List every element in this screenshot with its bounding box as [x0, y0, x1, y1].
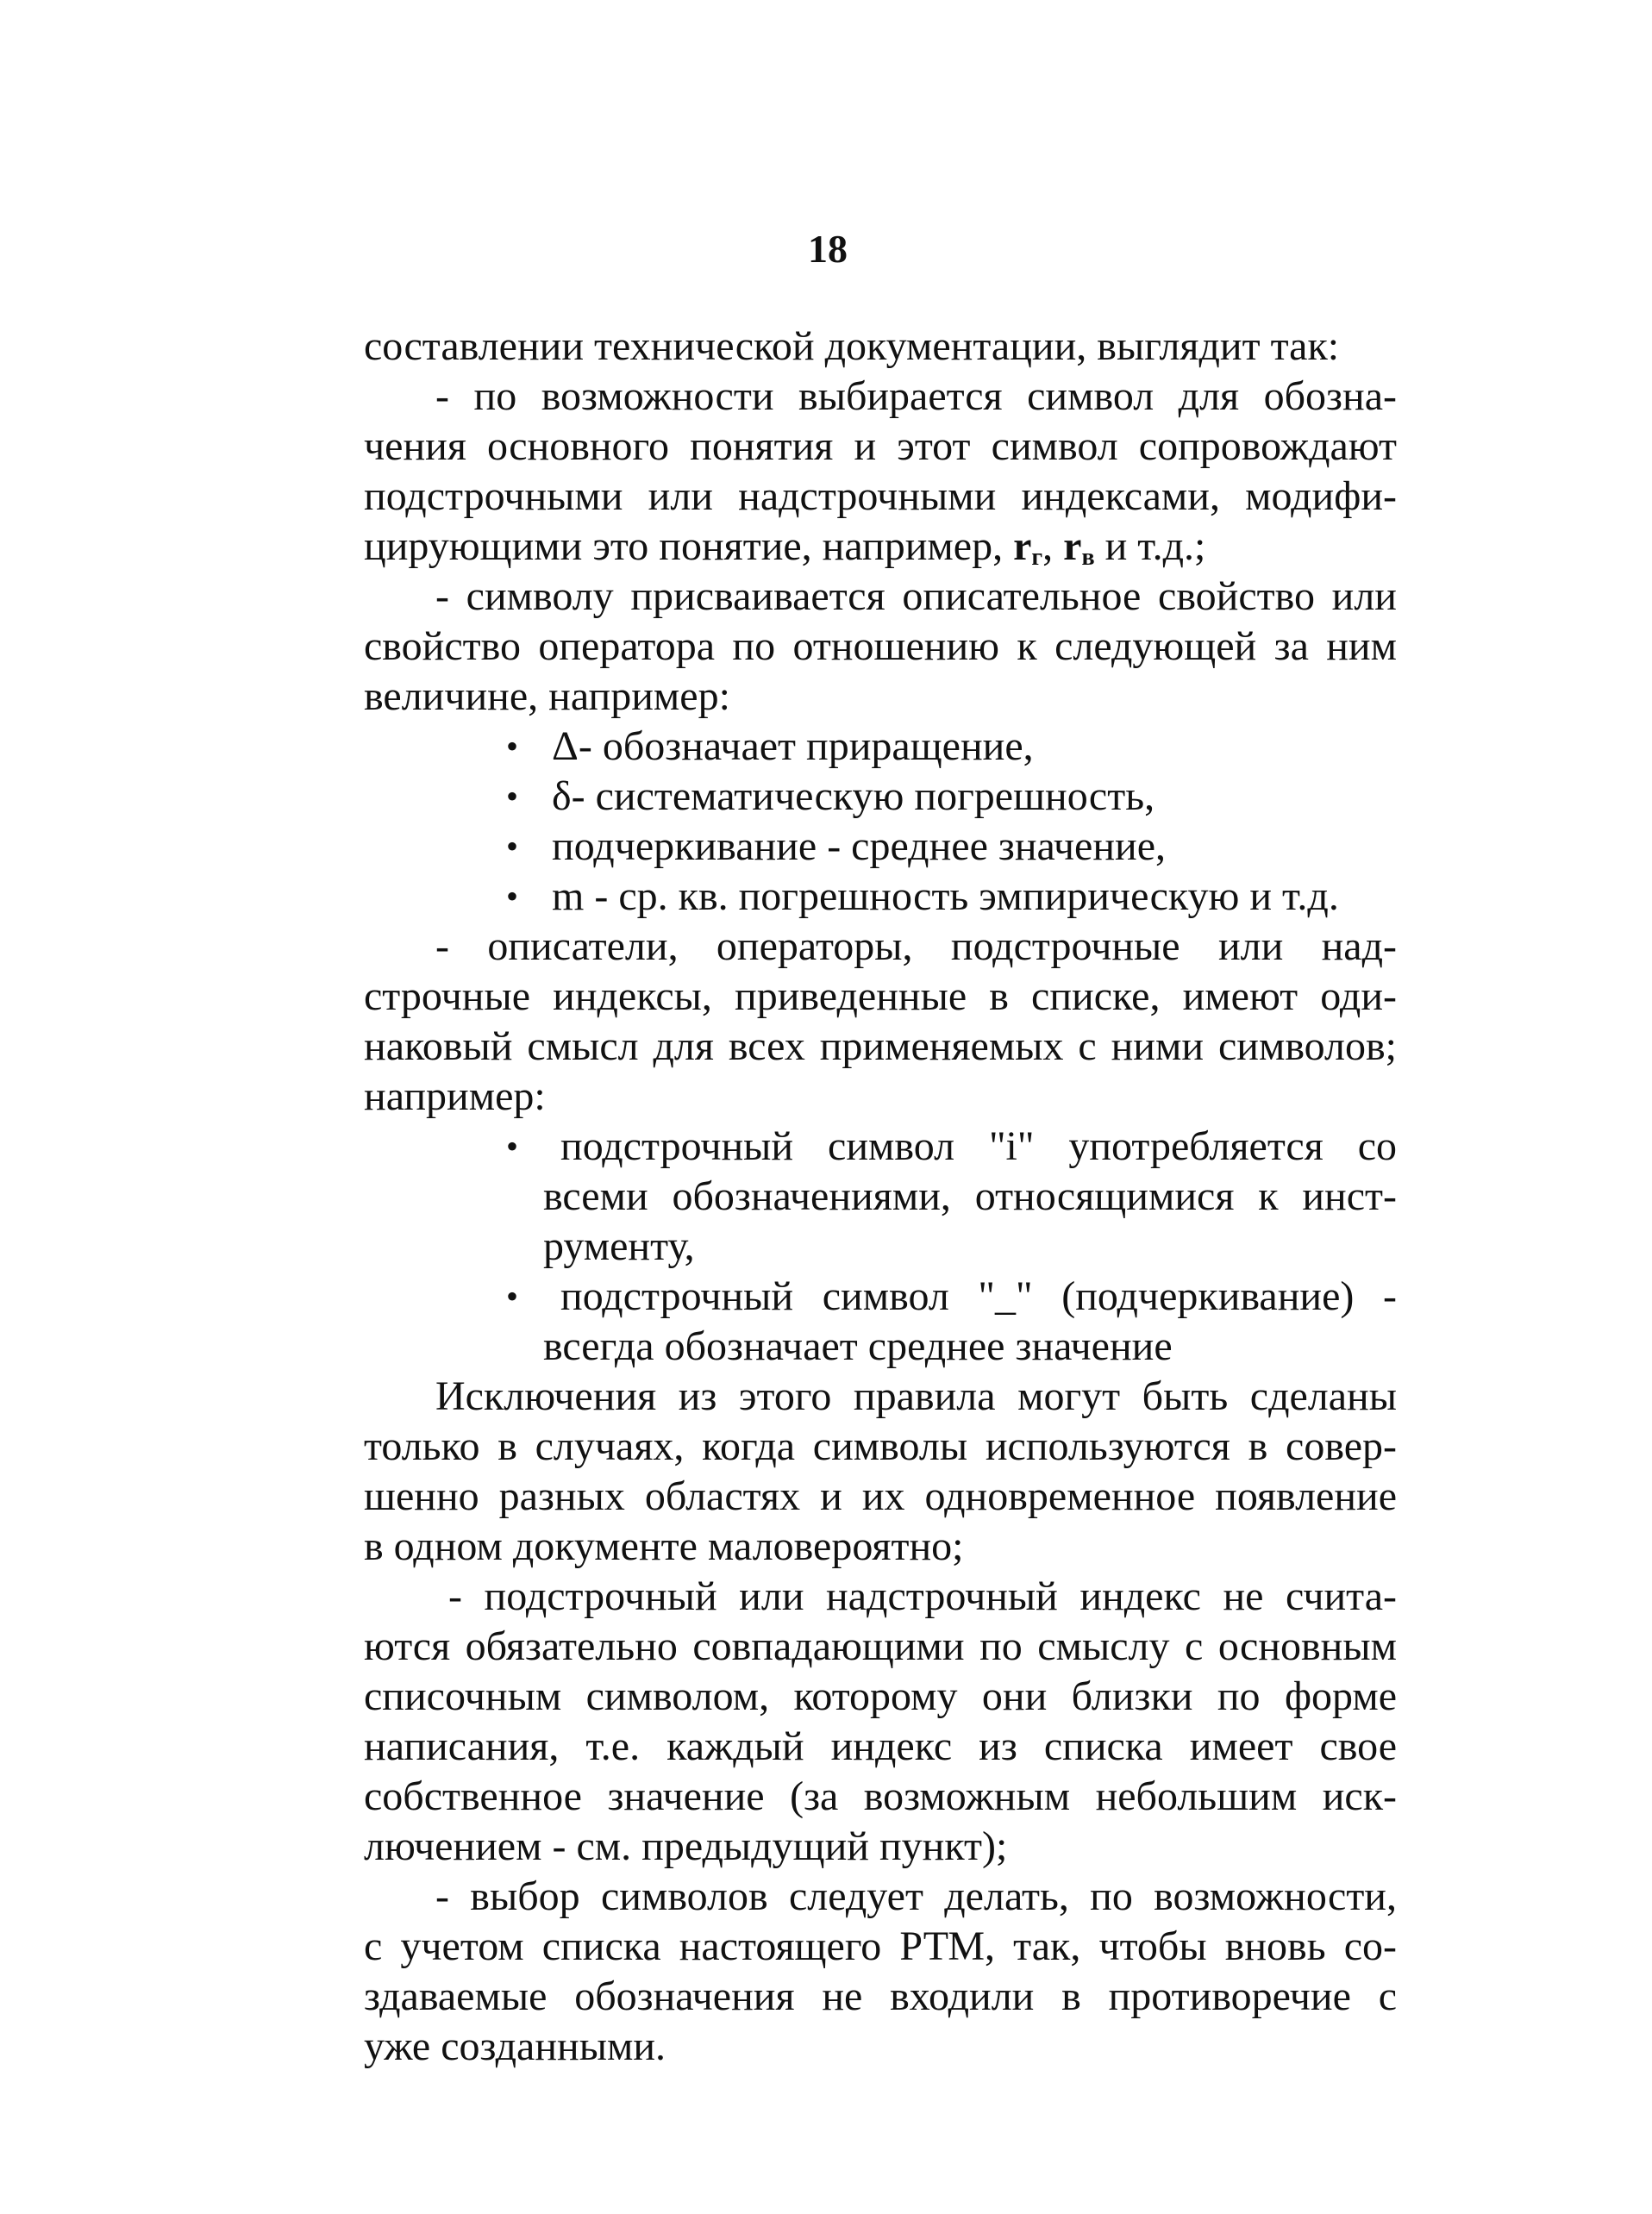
bullet-icon: •: [506, 1277, 519, 1316]
text-line: свойство оператора по отношению к следующей за ним: [364, 623, 1397, 669]
bullet-item: Δ- обозначает приращение,: [552, 723, 1034, 769]
symbol-r-v: $r_в$: [1063, 523, 1095, 571]
text-line: собственное значение (за возможным небольшим иск-: [364, 1773, 1397, 1819]
text-line: здаваемые обозначения не входили в противоречие с: [364, 1973, 1397, 2019]
text-line: наковый смысл для всех применяемых с ними символов;: [364, 1023, 1397, 1069]
bullet-icon: •: [506, 827, 519, 866]
symbol-r-g: $r_г$: [1013, 523, 1043, 571]
text-line: в одном документе маловероятно;: [364, 1523, 964, 1569]
bullet-icon: •: [506, 777, 519, 816]
text-line: например:: [364, 1073, 546, 1119]
bullet-item-continuation: всеми обозначениями, относящимися к инст-: [543, 1173, 1397, 1219]
text-line: только в случаях, когда символы используются в совер-: [364, 1423, 1397, 1469]
text-line: - по возможности выбирается символ для обозна-: [435, 373, 1397, 419]
text-line: величине, например:: [364, 673, 730, 719]
text-fragment: и т.д.;: [1104, 523, 1206, 569]
bullet-icon: •: [506, 727, 519, 766]
text-line: составлении технической документации, выглядит так:: [364, 323, 1340, 369]
text-line: шенно разных областях и их одновременное появление: [364, 1473, 1397, 1519]
text-fragment: цирующими это понятие, например,: [364, 523, 1004, 569]
bullet-icon: •: [506, 877, 519, 916]
text-line: ются обязательно совпадающими по смыслу с основным: [364, 1623, 1397, 1669]
text-line: лючением - см. предыдущий пункт);: [364, 1823, 1008, 1869]
text-line: написания, т.е. каждый индекс из списка имеет свое: [364, 1723, 1397, 1769]
bullet-item-continuation: всегда обозначает среднее значение: [543, 1323, 1173, 1369]
text-line: - выбор символов следует делать, по возможности,: [435, 1873, 1397, 1919]
bullet-item-continuation: рументу,: [543, 1223, 695, 1269]
page-number: 18: [808, 227, 848, 271]
bullet-item: m - ср. кв. погрешность эмпирическую и т.д.: [552, 873, 1339, 919]
text-line: с учетом списка настоящего РТМ, так, чтобы вновь со-: [364, 1923, 1397, 1969]
text-line: строчные индексы, приведенные в списке, имеют оди-: [364, 973, 1397, 1019]
text-line: чения основного понятия и этот символ сопровождают: [364, 423, 1397, 469]
text-line: Исключения из этого правила могут быть сделаны: [435, 1373, 1397, 1419]
bullet-item: δ- систематическую погрешность,: [552, 773, 1155, 819]
text-line: уже созданными.: [364, 2023, 666, 2069]
bullet-item: подчеркивание - среднее значение,: [552, 823, 1167, 869]
bullet-item: подстрочный символ "_" (подчеркивание) -: [560, 1273, 1397, 1319]
text-line: подстрочными или надстрочными индексами, модифи-: [364, 473, 1397, 519]
text-line: - подстрочный или надстрочный индекс не счита-: [448, 1573, 1397, 1619]
bullet-icon: •: [506, 1127, 519, 1166]
text-line: списочным символом, которому они близки по форме: [364, 1673, 1397, 1719]
text-line: - описатели, операторы, подстрочные или над-: [435, 923, 1397, 969]
text-line-with-symbols: цирующими это понятие, например, $r_г$, $r_в$ и т.д.;: [364, 523, 1206, 571]
bullet-item: подстрочный символ "i" употребляется со: [560, 1123, 1397, 1169]
text-line: - символу присваивается описательное свойство или: [435, 573, 1397, 619]
